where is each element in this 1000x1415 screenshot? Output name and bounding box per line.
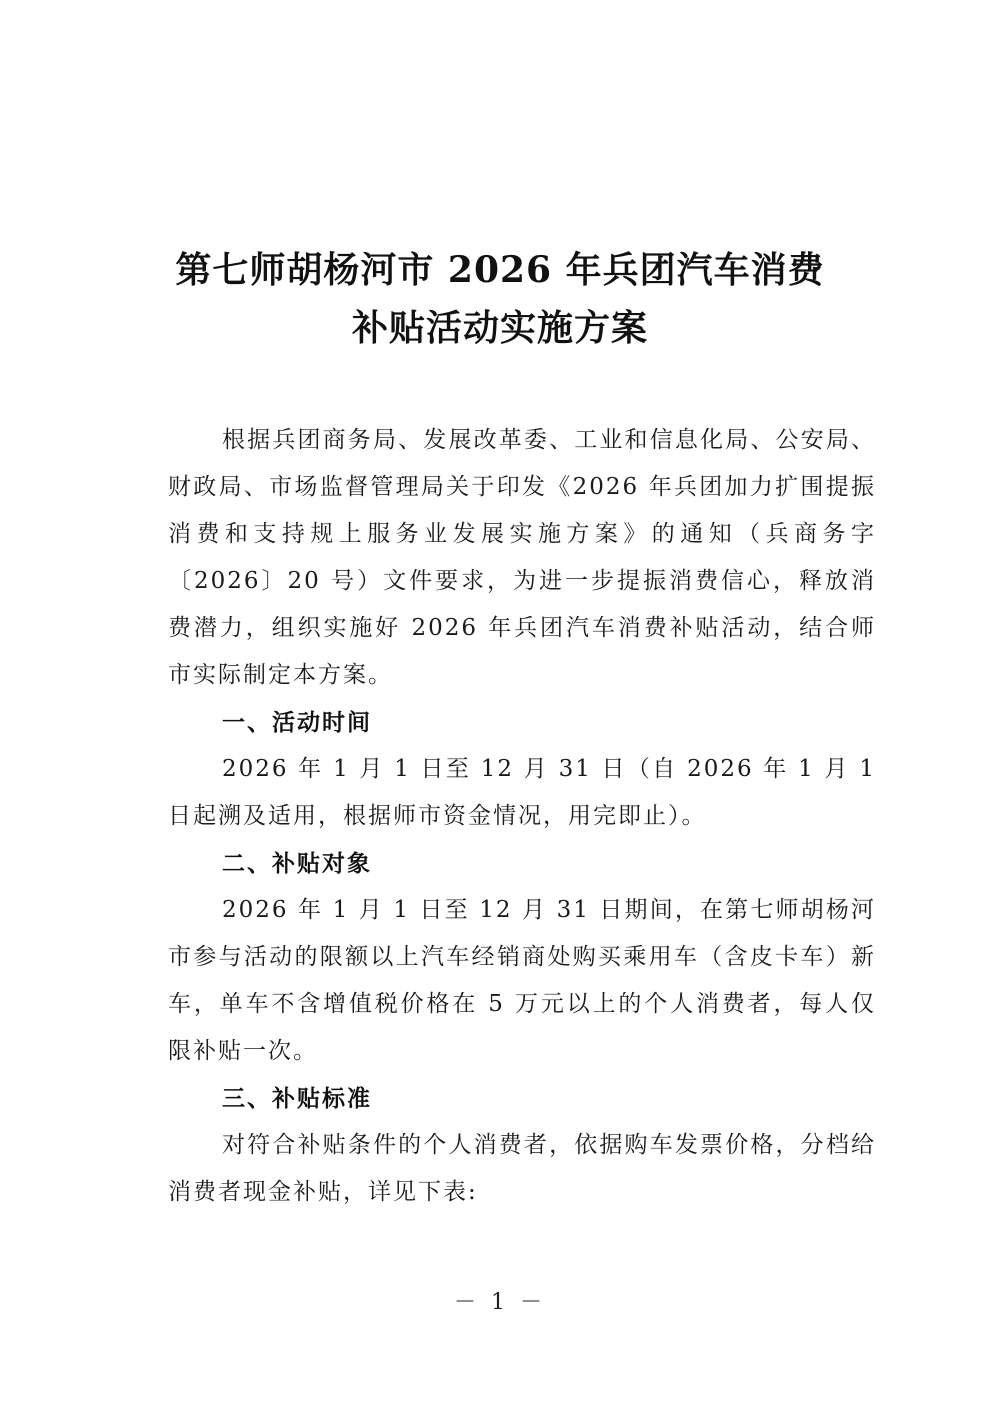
section-heading-subsidy-target: 二、补贴对象 (222, 850, 372, 877)
document-title-line-2: 补贴活动实施方案 (351, 307, 648, 349)
document-title-line-1: 第七师胡杨河市 2026 年兵团汽车消费 (175, 249, 825, 291)
intro-paragraph: 根据兵团商务局、发展改革委、工业和信息化局、公安局、财政局、市场监督管理局关于印发《2026 年兵团加力扩围提振消费和支持规上服务业发展实施方案》的通知（兵商务字〔2026〕20 号）文件要求，为进一步提振消费信心，释放消费潜力，组织实施好 2026 年兵团汽车消费补贴活动，结合师市实际制定本方案。 (168, 427, 876, 688)
section-heading-activity-time: 一、活动时间 (222, 709, 372, 736)
section-paragraph-subsidy-standard: 对符合补贴条件的个人消费者，依据购车发票价格，分档给消费者现金补贴，详见下表: (168, 1132, 876, 1205)
section-paragraph-activity-time: 2026 年 1 月 1 日至 12 月 31 日（自 2026 年 1 月 1 日起溯及适用，根据师市资金情况，用完即止）。 (168, 756, 876, 829)
section-heading-subsidy-standard: 三、补贴标准 (222, 1085, 372, 1112)
section-paragraph-subsidy-target: 2026 年 1 月 1 日至 12 月 31 日期间，在第七师胡杨河市参与活动的限额以上汽车经销商处购买乘用车（含皮卡车）新车，单车不含增值税价格在 5 万元以上的个人消费者，每人仅限补贴一次。 (168, 897, 876, 1064)
page-number: － 1 － (454, 1290, 546, 1315)
